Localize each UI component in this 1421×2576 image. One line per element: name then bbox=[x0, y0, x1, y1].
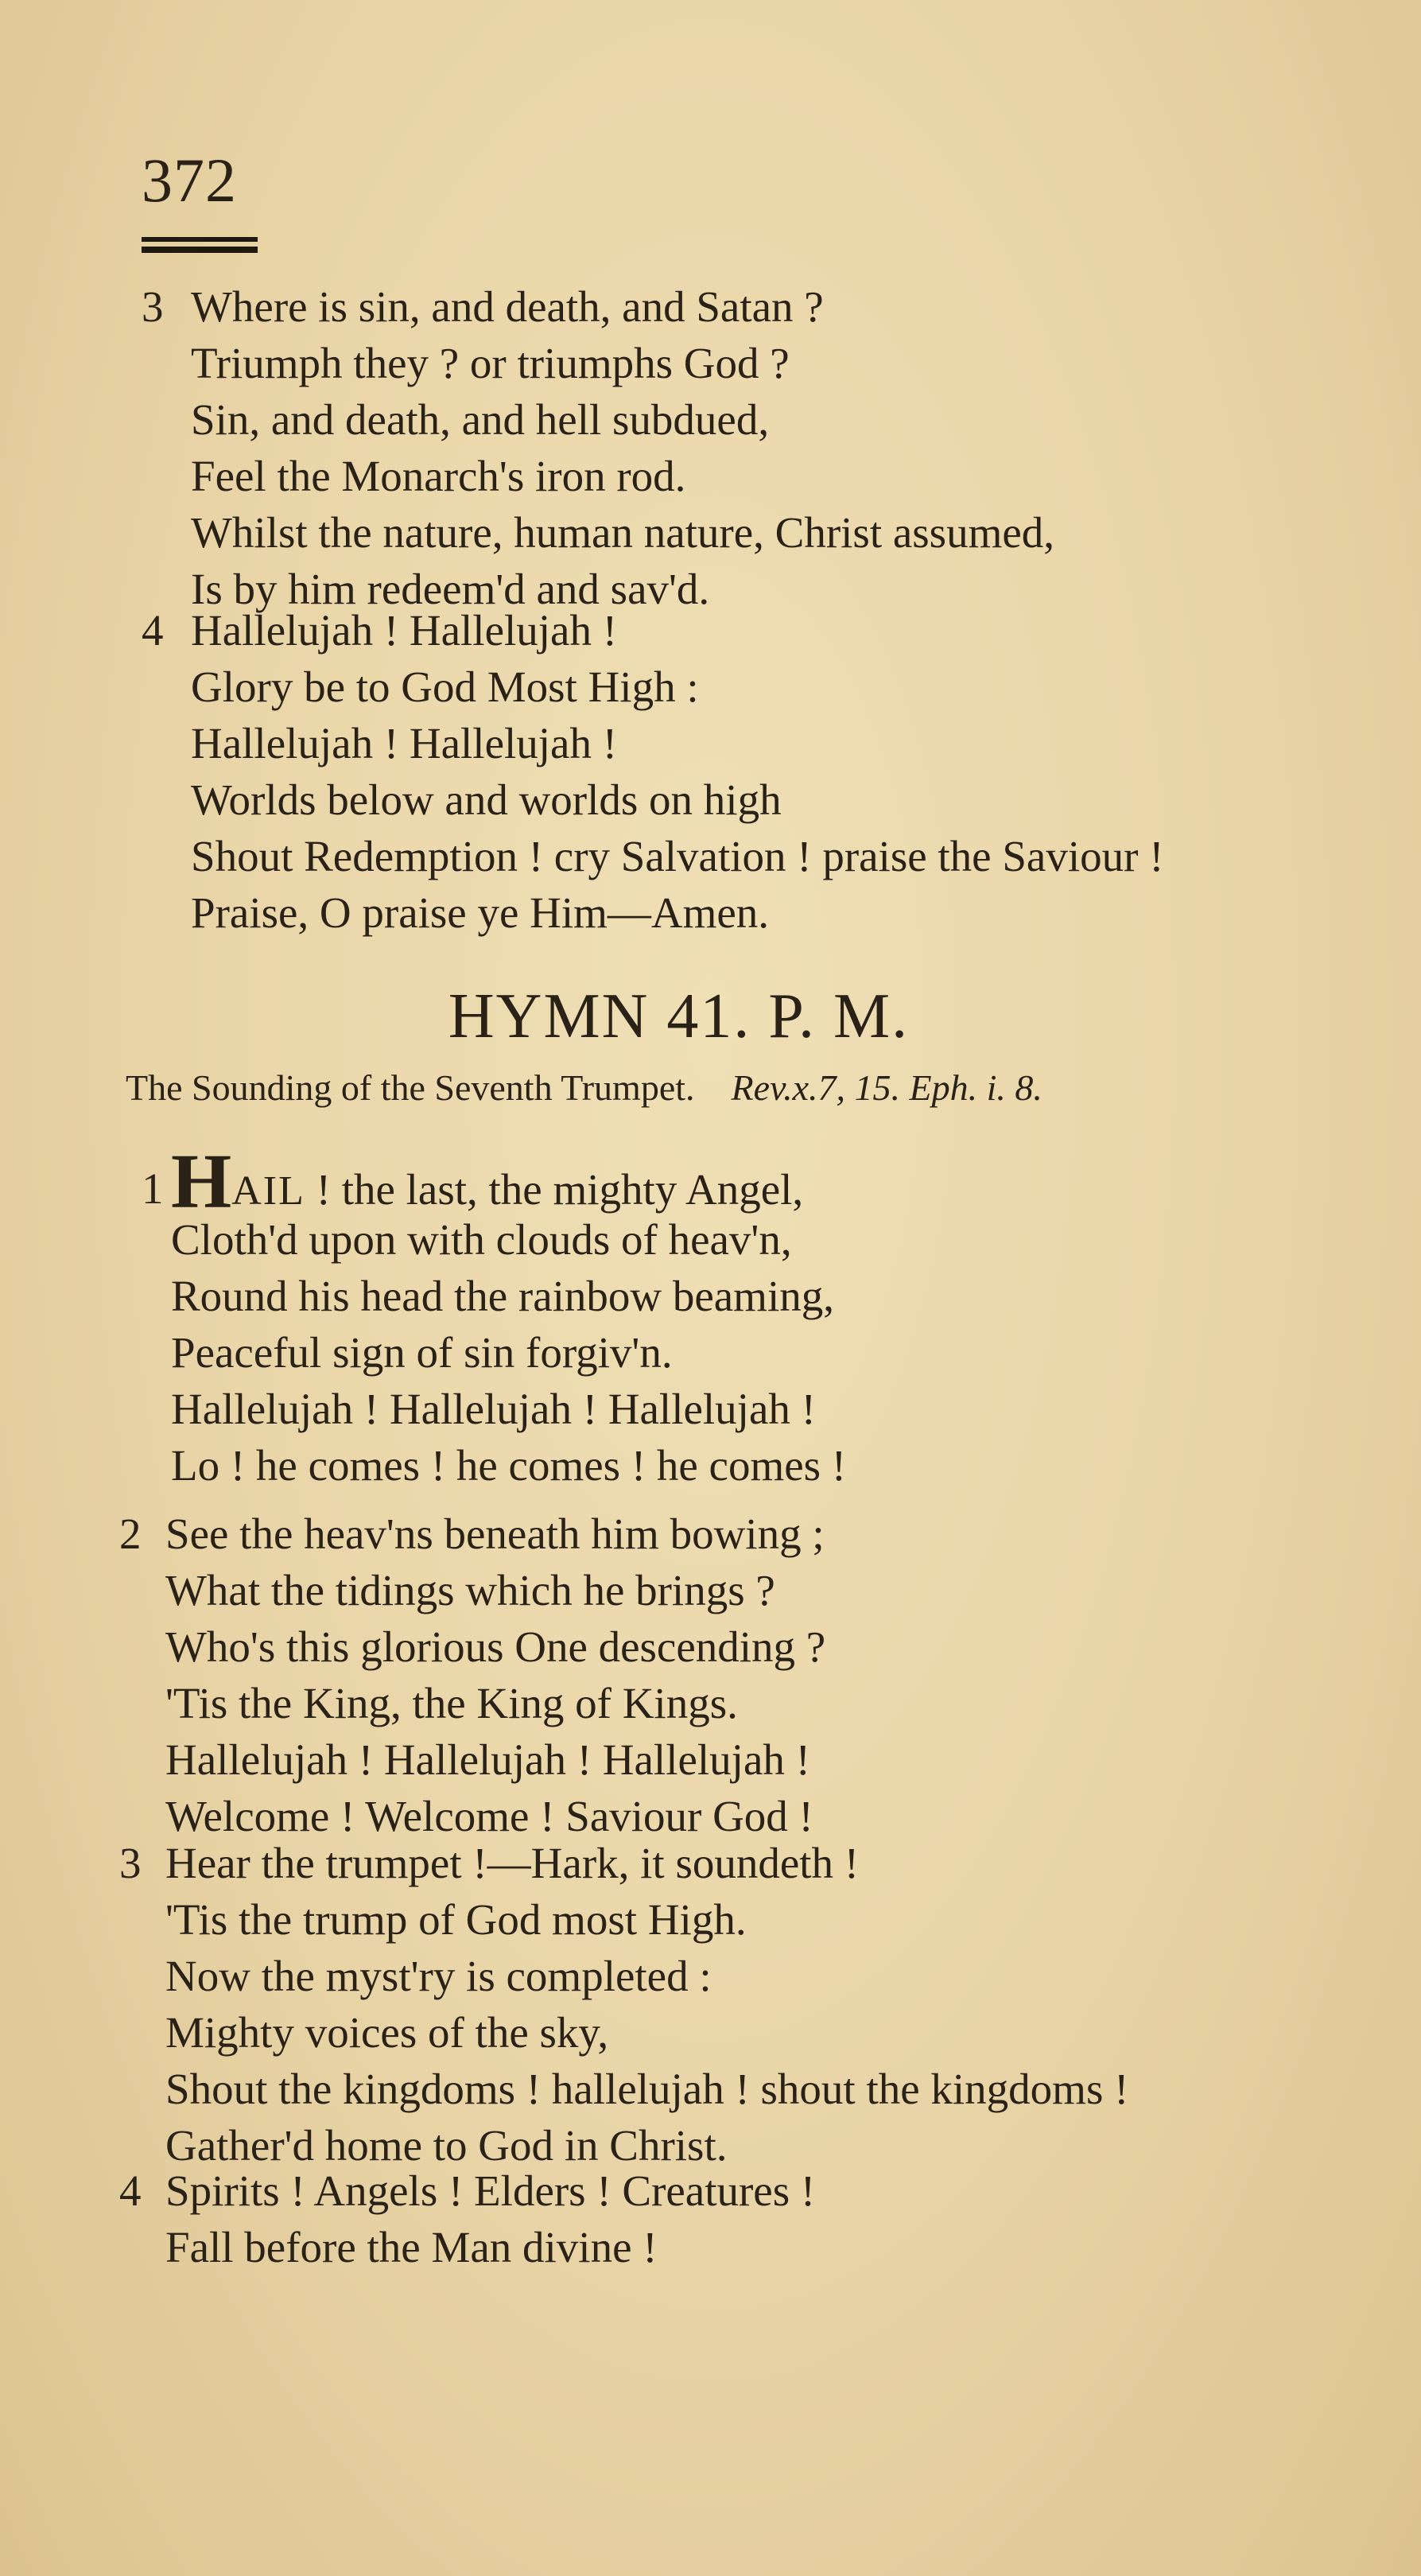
stanza-line: Peaceful sign of sin forgiv'n. bbox=[171, 1328, 673, 1377]
stanza-line: Now the myst'ry is completed : bbox=[165, 1952, 712, 2000]
page-number: 372 bbox=[142, 146, 237, 215]
stanza-number: 3 bbox=[119, 1839, 142, 1887]
stanza-line: Whilst the nature, human nature, Christ assumed, bbox=[191, 508, 1055, 557]
hymn-subtitle bbox=[126, 1067, 1042, 1108]
stanza-line: Where is sin, and death, and Satan ? bbox=[191, 282, 824, 331]
stanza-line: Hallelujah ! Hallelujah ! bbox=[191, 606, 618, 655]
stanza-number: 2 bbox=[119, 1509, 142, 1558]
stanza-line: Mighty voices of the sky, bbox=[165, 2008, 609, 2057]
hymn-title bbox=[0, 981, 1421, 1051]
stanza-line: Is by him redeem'd and sav'd. bbox=[191, 565, 710, 613]
stanza-line: Fall before the Man divine ! bbox=[165, 2223, 658, 2271]
stanza-number: 4 bbox=[119, 2166, 142, 2215]
header-rule bbox=[142, 237, 258, 261]
stanza-line: Praise, O praise ye Him—Amen. bbox=[191, 888, 770, 937]
stanza-line: What the tidings which he brings ? bbox=[165, 1566, 775, 1614]
stanza-line: Shout Redemption ! cry Salvation ! praise the Saviour ! bbox=[191, 832, 1164, 880]
stanza-line: Worlds below and worlds on high bbox=[191, 775, 782, 824]
hymn-title-text: HYMN 41. P. M. bbox=[448, 981, 910, 1051]
stanza-line: Gather'd home to God in Christ. bbox=[165, 2121, 728, 2170]
first-line-rest: ! the last, the mighty Angel, bbox=[305, 1165, 804, 1214]
stanza-line: Hear the trumpet !—Hark, it soundeth ! bbox=[165, 1839, 860, 1887]
small-caps-word: AIL bbox=[231, 1168, 305, 1214]
stanza-line: Triumph they ? or triumphs God ? bbox=[191, 339, 790, 387]
stanza-line: Hallelujah ! Hallelujah ! bbox=[191, 719, 618, 767]
stanza-line: Shout the kingdoms ! hallelujah ! shout the kingdoms ! bbox=[165, 2065, 1129, 2113]
stanza-number: 4 bbox=[142, 606, 164, 655]
stanza-line: Glory be to God Most High : bbox=[191, 662, 699, 711]
scripture-reference: Rev.x.7, 15. Eph. i. 8. bbox=[731, 1067, 1042, 1108]
stanza-line: Spirits ! Angels ! Elders ! Creatures ! bbox=[165, 2166, 816, 2215]
stanza-line: Welcome ! Welcome ! Saviour God ! bbox=[165, 1792, 813, 1840]
stanza-line: Who's this glorious One descending ? bbox=[165, 1622, 826, 1671]
drop-cap: H bbox=[171, 1139, 232, 1225]
stanza-line: 'Tis the trump of God most High. bbox=[165, 1895, 747, 1944]
stanza-line: Round his head the rainbow beaming, bbox=[171, 1272, 834, 1320]
stanza-line: Cloth'd upon with clouds of heav'n, bbox=[171, 1215, 792, 1264]
stanza-line: See the heav'ns beneath him bowing ; bbox=[165, 1509, 825, 1558]
stanza-line: Hallelujah ! Hallelujah ! Hallelujah ! bbox=[165, 1735, 810, 1784]
subtitle-text: The Sounding of the Seventh Trumpet. bbox=[126, 1067, 695, 1108]
stanza-line: Feel the Monarch's iron rod. bbox=[191, 452, 686, 500]
stanza-line: Sin, and death, and hell subdued, bbox=[191, 395, 770, 444]
first-line bbox=[171, 1139, 804, 1225]
stanza-line: Hallelujah ! Hallelujah ! Hallelujah ! bbox=[171, 1385, 816, 1433]
stanza-number: 3 bbox=[142, 282, 164, 331]
stanza-line: 'Tis the King, the King of Kings. bbox=[165, 1679, 738, 1727]
stanza-line: Lo ! he comes ! he comes ! he comes ! bbox=[171, 1441, 847, 1490]
stanza-number: 1 bbox=[142, 1164, 164, 1213]
